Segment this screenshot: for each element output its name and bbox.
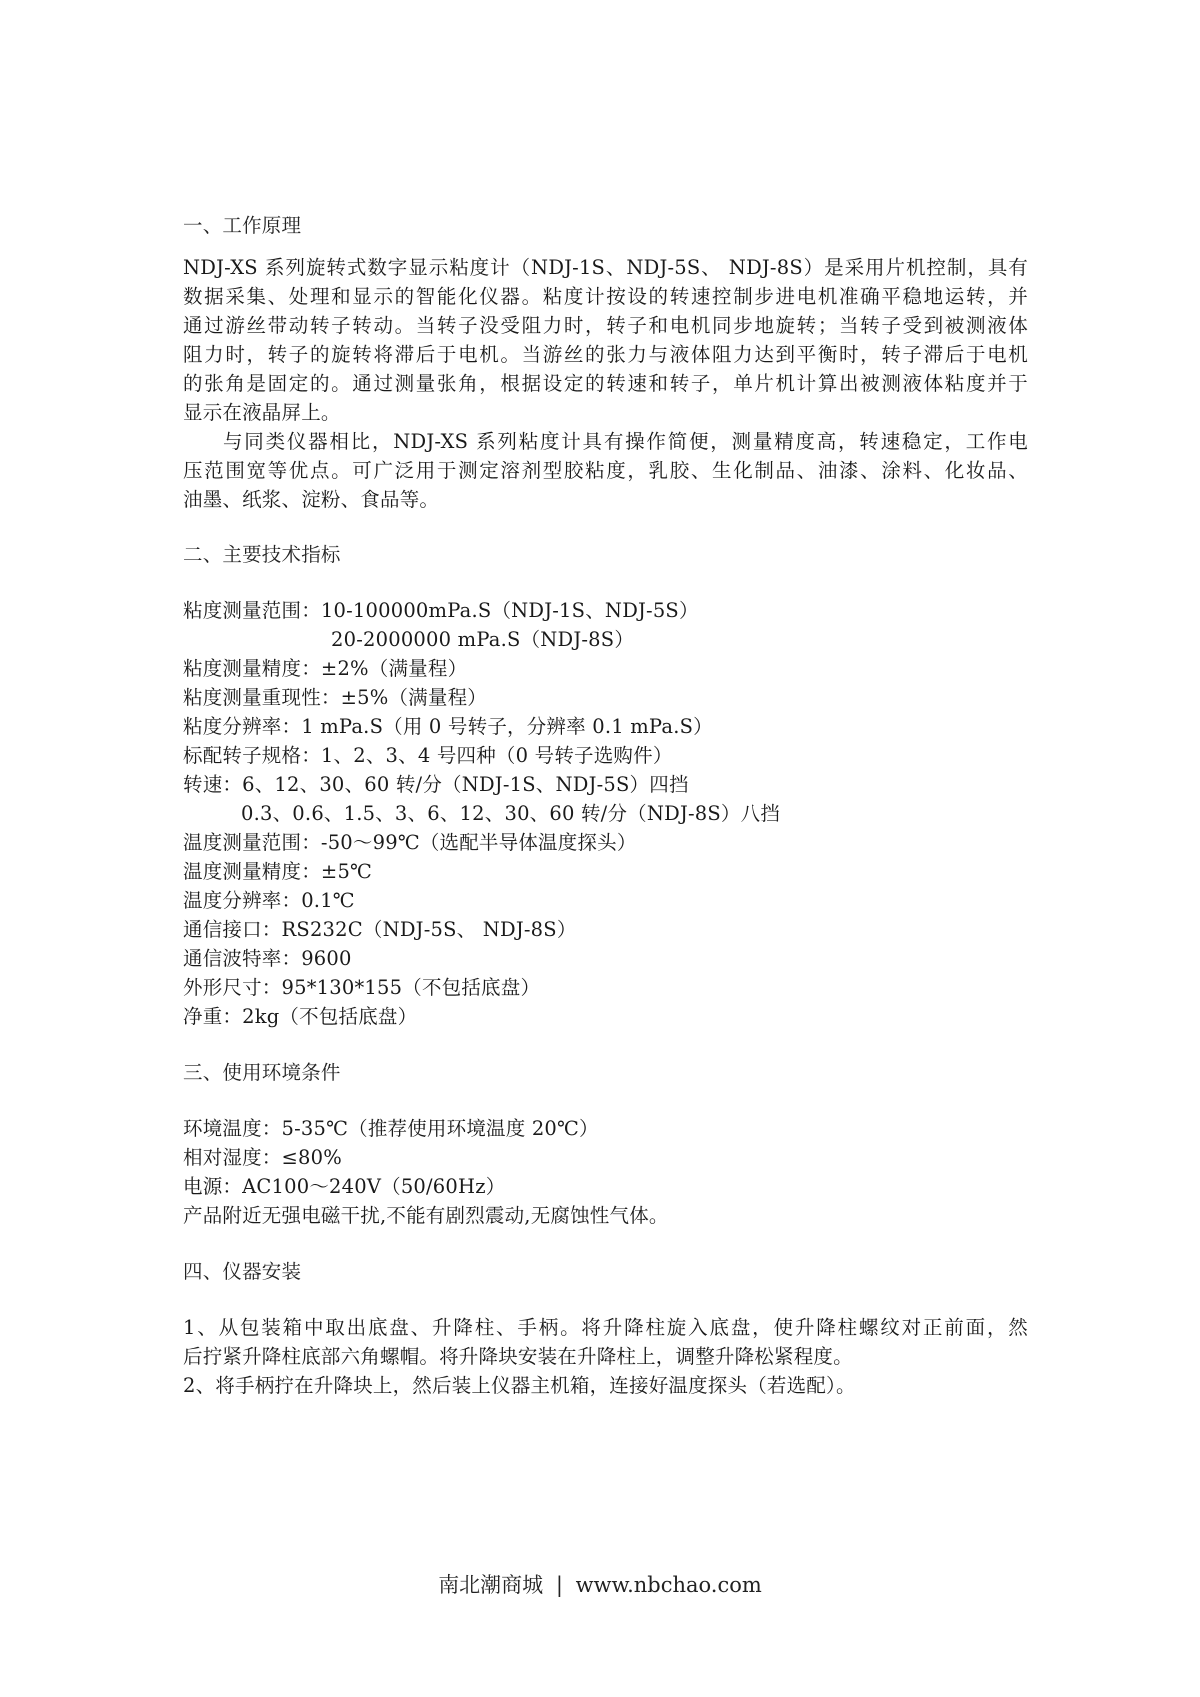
spec-viscosity-resolution: 粘度分辨率：1 mPa.S（用 0 号转子，分辨率 0.1 mPa.S）	[183, 715, 713, 738]
install-step-1-line: 后拧紧升降柱底部六角螺帽。将升降块安装在升降柱上，调整升降松紧程度。	[183, 1345, 853, 1368]
paragraph-line: 阻力时，转子的旋转将滞后于电机。当游丝的张力与液体阻力达到平衡时，转子滞后于电机	[183, 343, 1028, 366]
section-heading-installation: 四、仪器安装	[183, 1260, 302, 1283]
paragraph-line: NDJ-XS 系列旋转式数字显示粘度计（NDJ-1S、NDJ-5S、 NDJ-8S）是采用片机控制，具有	[183, 256, 1028, 279]
spec-speed-8s: 0.3、0.6、1.5、3、6、12、30、60 转/分（NDJ-8S）八挡	[241, 802, 781, 825]
spec-dimensions: 外形尺寸：95*130*155（不包括底盘）	[183, 976, 541, 999]
spec-rotor-spec: 标配转子规格：1、2、3、4 号四种（0 号转子选购件）	[183, 744, 673, 767]
install-step-1-line: 1、从包装箱中取出底盘、升降柱、手柄。将升降柱旋入底盘，使升降柱螺纹对正前面，然	[183, 1316, 1028, 1339]
spec-temperature-resolution: 温度分辨率：0.1℃	[183, 889, 355, 912]
section-heading-specifications: 二、主要技术指标	[183, 543, 341, 566]
footer-site-name: 南北潮商城	[438, 1573, 544, 1597]
paragraph-line: 与同类仪器相比，NDJ-XS 系列粘度计具有操作简便，测量精度高，转速稳定，工作电	[223, 430, 1028, 453]
spec-baud-rate: 通信波特率：9600	[183, 947, 352, 970]
spec-net-weight: 净重：2kg（不包括底盘）	[183, 1005, 418, 1028]
env-note: 产品附近无强电磁干扰,不能有剧烈震动,无腐蚀性气体。	[183, 1204, 669, 1227]
spec-viscosity-range-8s: 20-2000000 mPa.S（NDJ-8S）	[331, 628, 635, 651]
spec-viscosity-range: 粘度测量范围：10-100000mPa.S（NDJ-1S、NDJ-5S）	[183, 599, 699, 622]
section-heading-working-principle: 一、工作原理	[183, 214, 302, 237]
footer-separator: |	[555, 1573, 563, 1597]
paragraph-line: 数据采集、处理和显示的智能化仪器。粘度计按设的转速控制步进电机准确平稳地运转，并	[183, 285, 1028, 308]
spec-temperature-range: 温度测量范围：-50～99℃（选配半导体温度探头）	[183, 831, 637, 854]
env-humidity: 相对湿度：≤80%	[183, 1146, 342, 1169]
spec-speed: 转速：6、12、30、60 转/分（NDJ-1S、NDJ-5S）四挡	[183, 773, 689, 796]
paragraph-line: 的张角是固定的。通过测量张角，根据设定的转速和转子，单片机计算出被测液体粘度并于	[183, 372, 1028, 395]
spec-viscosity-accuracy: 粘度测量精度：±2%（满量程）	[183, 657, 468, 680]
page-footer	[0, 1570, 1200, 1600]
install-step-2: 2、将手柄拧在升降块上，然后装上仪器主机箱，连接好温度探头（若选配）。	[183, 1374, 856, 1397]
paragraph-line: 通过游丝带动转子转动。当转子没受阻力时，转子和电机同步地旋转；当转子受到被测液体	[183, 314, 1028, 337]
paragraph-line: 油墨、纸浆、淀粉、食品等。	[183, 488, 440, 511]
spec-interface: 通信接口：RS232C（NDJ-5S、 NDJ-8S）	[183, 918, 577, 941]
paragraph-line: 显示在液晶屏上。	[183, 401, 341, 424]
env-temperature: 环境温度：5-35℃（推荐使用环境温度 20℃）	[183, 1117, 599, 1140]
spec-temperature-accuracy: 温度测量精度：±5℃	[183, 860, 373, 883]
section-heading-environment: 三、使用环境条件	[183, 1061, 341, 1084]
footer-url-link[interactable]: www.nbchao.com	[575, 1573, 762, 1597]
env-power: 电源：AC100～240V（50/60Hz）	[183, 1175, 506, 1198]
spec-viscosity-repeatability: 粘度测量重现性：±5%（满量程）	[183, 686, 487, 709]
paragraph-line: 压范围宽等优点。可广泛用于测定溶剂型胶粘度，乳胶、生化制品、油漆、涂料、化妆品、	[183, 459, 1028, 482]
